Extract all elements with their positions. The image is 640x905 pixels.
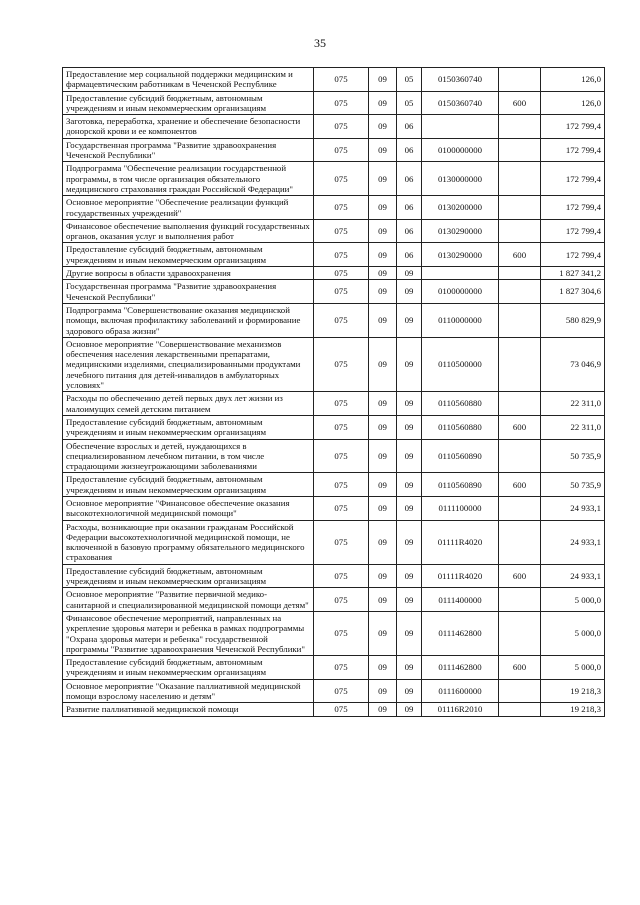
item-name-cell: Предоставление субсидий бюджетным, автономным учреждениям и иным некоммерческим организациям [63,564,314,588]
amount-cell: 172 799,4 [541,162,605,196]
item-name-cell: Основное мероприятие "Развитие первичной медико-санитарной и специализированной медицинской помощи детям" [63,588,314,612]
target-article-code-cell: 0100000000 [422,280,499,304]
expense-type-code-cell [499,496,541,520]
item-name-cell: Подпрограмма "Совершенствование оказания медицинской помощи, включая профилактику заболеваний и формирование здорового образа жизни" [63,303,314,337]
item-name-cell: Основное мероприятие "Финансовое обеспечение оказания высокотехнологичной медицинской помощи" [63,496,314,520]
target-article-code-cell: 0150360740 [422,91,499,115]
ministry-code-cell: 075 [314,439,369,473]
amount-cell: 5 000,0 [541,588,605,612]
table-row [63,91,605,115]
ministry-code-cell: 075 [314,703,369,716]
table-row [63,162,605,196]
section-code-cell: 09 [369,656,397,680]
expense-type-code-cell: 600 [499,91,541,115]
section-code-cell: 09 [369,91,397,115]
amount-cell: 580 829,9 [541,303,605,337]
target-article-code-cell: 01111R4020 [422,564,499,588]
section-code-cell: 09 [369,611,397,655]
item-name-cell: Предоставление субсидий бюджетным, автономным учреждениям и иным некоммерческим организациям [63,473,314,497]
section-code-cell: 09 [369,703,397,716]
budget-table [62,67,605,717]
ministry-code-cell: 075 [314,138,369,162]
subsection-code-cell: 09 [397,337,422,391]
subsection-code-cell: 09 [397,679,422,703]
expense-type-code-cell [499,392,541,416]
ministry-code-cell: 075 [314,243,369,267]
expense-type-code-cell: 600 [499,473,541,497]
ministry-code-cell: 075 [314,162,369,196]
item-name-cell: Предоставление субсидий бюджетным, автономным учреждениям и иным некоммерческим организациям [63,656,314,680]
section-code-cell: 09 [369,415,397,439]
subsection-code-cell: 09 [397,303,422,337]
item-name-cell: Государственная программа "Развитие здравоохранения Чеченской Республики" [63,280,314,304]
table-row [63,588,605,612]
subsection-code-cell: 05 [397,91,422,115]
ministry-code-cell: 075 [314,115,369,139]
amount-cell: 172 799,4 [541,243,605,267]
subsection-code-cell: 06 [397,219,422,243]
item-name-cell: Государственная программа "Развитие здравоохранения Чеченской Республики" [63,138,314,162]
subsection-code-cell: 06 [397,243,422,267]
subsection-code-cell: 09 [397,439,422,473]
section-code-cell: 09 [369,496,397,520]
subsection-code-cell: 09 [397,520,422,564]
expense-type-code-cell [499,280,541,304]
section-code-cell: 09 [369,280,397,304]
budget-table-body [63,68,605,717]
expense-type-code-cell [499,703,541,716]
subsection-code-cell: 09 [397,588,422,612]
ministry-code-cell: 075 [314,588,369,612]
ministry-code-cell: 075 [314,679,369,703]
amount-cell: 22 311,0 [541,392,605,416]
item-name-cell: Расходы, возникающие при оказании гражданам Российской Федерации высокотехнологичной медицинской помощи, не включенной в базовую программу обязательного медицинского страхования [63,520,314,564]
target-article-code-cell [422,115,499,139]
ministry-code-cell: 075 [314,611,369,655]
expense-type-code-cell [499,267,541,280]
section-code-cell: 09 [369,439,397,473]
expense-type-code-cell: 600 [499,243,541,267]
ministry-code-cell: 075 [314,496,369,520]
subsection-code-cell: 06 [397,115,422,139]
page-number: 35 [314,36,326,50]
ministry-code-cell: 075 [314,392,369,416]
target-article-code-cell: 0110000000 [422,303,499,337]
table-row [63,196,605,220]
amount-cell: 19 218,3 [541,679,605,703]
amount-cell: 1 827 304,6 [541,280,605,304]
section-code-cell: 09 [369,303,397,337]
amount-cell: 73 046,9 [541,337,605,391]
table-row [63,415,605,439]
table-row [63,337,605,391]
amount-cell: 50 735,9 [541,473,605,497]
ministry-code-cell: 075 [314,303,369,337]
table-row [63,564,605,588]
expense-type-code-cell [499,520,541,564]
item-name-cell: Развитие паллиативной медицинской помощи [63,703,314,716]
table-row [63,392,605,416]
expense-type-code-cell [499,115,541,139]
amount-cell: 1 827 341,2 [541,267,605,280]
section-code-cell: 09 [369,588,397,612]
amount-cell: 24 933,1 [541,564,605,588]
item-name-cell: Расходы по обеспечению детей первых двух лет жизни из малоимущих семей детским питанием [63,392,314,416]
amount-cell: 5 000,0 [541,611,605,655]
table-row [63,679,605,703]
expense-type-code-cell [499,303,541,337]
table-row [63,611,605,655]
table-row [63,138,605,162]
target-article-code-cell: 0110560890 [422,473,499,497]
expense-type-code-cell [499,588,541,612]
section-code-cell: 09 [369,68,397,92]
ministry-code-cell: 075 [314,656,369,680]
ministry-code-cell: 075 [314,520,369,564]
target-article-code-cell: 0111462800 [422,656,499,680]
ministry-code-cell: 075 [314,219,369,243]
item-name-cell: Основное мероприятие "Обеспечение реализации функций государственных учреждений" [63,196,314,220]
ministry-code-cell: 075 [314,91,369,115]
expense-type-code-cell [499,337,541,391]
expense-type-code-cell [499,138,541,162]
amount-cell: 126,0 [541,91,605,115]
target-article-code-cell: 0130200000 [422,196,499,220]
target-article-code-cell: 0111462800 [422,611,499,655]
target-article-code-cell: 0110500000 [422,337,499,391]
item-name-cell: Обеспечение взрослых и детей, нуждающихся в специализированном лечебном питании, в том числе страдающими жизнеугрожающими заболеваниями [63,439,314,473]
subsection-code-cell: 05 [397,68,422,92]
target-article-code-cell: 01111R4020 [422,520,499,564]
amount-cell: 22 311,0 [541,415,605,439]
expense-type-code-cell [499,196,541,220]
table-row [63,703,605,716]
section-code-cell: 09 [369,115,397,139]
target-article-code-cell: 0111400000 [422,588,499,612]
expense-type-code-cell: 600 [499,564,541,588]
target-article-code-cell: 0110560890 [422,439,499,473]
item-name-cell: Финансовое обеспечение выполнения функций государственных органов, оказания услуг и выполнения работ [63,219,314,243]
section-code-cell: 09 [369,520,397,564]
target-article-code-cell: 0110560880 [422,415,499,439]
target-article-code-cell: 0100000000 [422,138,499,162]
expense-type-code-cell [499,679,541,703]
ministry-code-cell: 075 [314,415,369,439]
ministry-code-cell: 075 [314,68,369,92]
table-row [63,267,605,280]
table-row [63,303,605,337]
subsection-code-cell: 06 [397,196,422,220]
table-row [63,496,605,520]
subsection-code-cell: 09 [397,496,422,520]
section-code-cell: 09 [369,564,397,588]
section-code-cell: 09 [369,679,397,703]
ministry-code-cell: 075 [314,196,369,220]
item-name-cell: Предоставление субсидий бюджетным, автономным учреждениям и иным некоммерческим организациям [63,243,314,267]
amount-cell: 126,0 [541,68,605,92]
expense-type-code-cell [499,611,541,655]
amount-cell: 24 933,1 [541,496,605,520]
subsection-code-cell: 09 [397,656,422,680]
ministry-code-cell: 075 [314,473,369,497]
subsection-code-cell: 09 [397,703,422,716]
amount-cell: 172 799,4 [541,196,605,220]
item-name-cell: Основное мероприятие "Оказание паллиативной медицинской помощи взрослому населению и детям" [63,679,314,703]
subsection-code-cell: 06 [397,138,422,162]
section-code-cell: 09 [369,162,397,196]
target-article-code-cell: 0111100000 [422,496,499,520]
target-article-code-cell: 0130290000 [422,243,499,267]
ministry-code-cell: 075 [314,280,369,304]
expense-type-code-cell: 600 [499,415,541,439]
amount-cell: 50 735,9 [541,439,605,473]
item-name-cell: Другие вопросы в области здравоохранения [63,267,314,280]
table-row [63,280,605,304]
subsection-code-cell: 09 [397,280,422,304]
ministry-code-cell: 075 [314,564,369,588]
subsection-code-cell: 06 [397,162,422,196]
target-article-code-cell: 0110560880 [422,392,499,416]
subsection-code-cell: 09 [397,267,422,280]
target-article-code-cell [422,267,499,280]
expense-type-code-cell [499,219,541,243]
section-code-cell: 09 [369,473,397,497]
amount-cell: 172 799,4 [541,138,605,162]
table-row [63,115,605,139]
table-row [63,68,605,92]
section-code-cell: 09 [369,219,397,243]
expense-type-code-cell [499,439,541,473]
item-name-cell: Предоставление субсидий бюджетным, автономным учреждениям и иным некоммерческим организациям [63,415,314,439]
target-article-code-cell: 01116R2010 [422,703,499,716]
ministry-code-cell: 075 [314,337,369,391]
amount-cell: 5 000,0 [541,656,605,680]
item-name-cell: Основное мероприятие "Совершенствование механизмов обеспечения населения лекарственными препаратами, медицинскими изделиями, специализированными продуктами лечебного питания для детей-инвалидов в амбулаторных условиях" [63,337,314,391]
section-code-cell: 09 [369,392,397,416]
target-article-code-cell: 0150360740 [422,68,499,92]
target-article-code-cell: 0130000000 [422,162,499,196]
subsection-code-cell: 09 [397,564,422,588]
subsection-code-cell: 09 [397,415,422,439]
amount-cell: 172 799,4 [541,219,605,243]
expense-type-code-cell [499,68,541,92]
table-row [63,219,605,243]
amount-cell: 172 799,4 [541,115,605,139]
table-row [63,473,605,497]
subsection-code-cell: 09 [397,392,422,416]
subsection-code-cell: 09 [397,611,422,655]
target-article-code-cell: 0130290000 [422,219,499,243]
table-row [63,656,605,680]
section-code-cell: 09 [369,337,397,391]
amount-cell: 24 933,1 [541,520,605,564]
table-row [63,520,605,564]
section-code-cell: 09 [369,196,397,220]
section-code-cell: 09 [369,243,397,267]
item-name-cell: Финансовое обеспечение мероприятий, направленных на укрепление здоровья матери и ребенка в рамках подпрограммы "Охрана здоровья матери и ребенка" государственной программы "Развитие здравоохранения Чеченской Республики" [63,611,314,655]
section-code-cell: 09 [369,138,397,162]
expense-type-code-cell [499,162,541,196]
table-row [63,439,605,473]
subsection-code-cell: 09 [397,473,422,497]
target-article-code-cell: 0111600000 [422,679,499,703]
item-name-cell: Подпрограмма "Обеспечение реализации государственной программы, в том числе организация обязательного медицинского страхования граждан Российской Федерации" [63,162,314,196]
section-code-cell: 09 [369,267,397,280]
ministry-code-cell: 075 [314,267,369,280]
expense-type-code-cell: 600 [499,656,541,680]
item-name-cell: Предоставление мер социальной поддержки медицинским и фармацевтическим работникам в Чеченской Республике [63,68,314,92]
item-name-cell: Заготовка, переработка, хранение и обеспечение безопасности донорской крови и ее компонентов [63,115,314,139]
item-name-cell: Предоставление субсидий бюджетным, автономным учреждениям и иным некоммерческим организациям [63,91,314,115]
table-row [63,243,605,267]
amount-cell: 19 218,3 [541,703,605,716]
